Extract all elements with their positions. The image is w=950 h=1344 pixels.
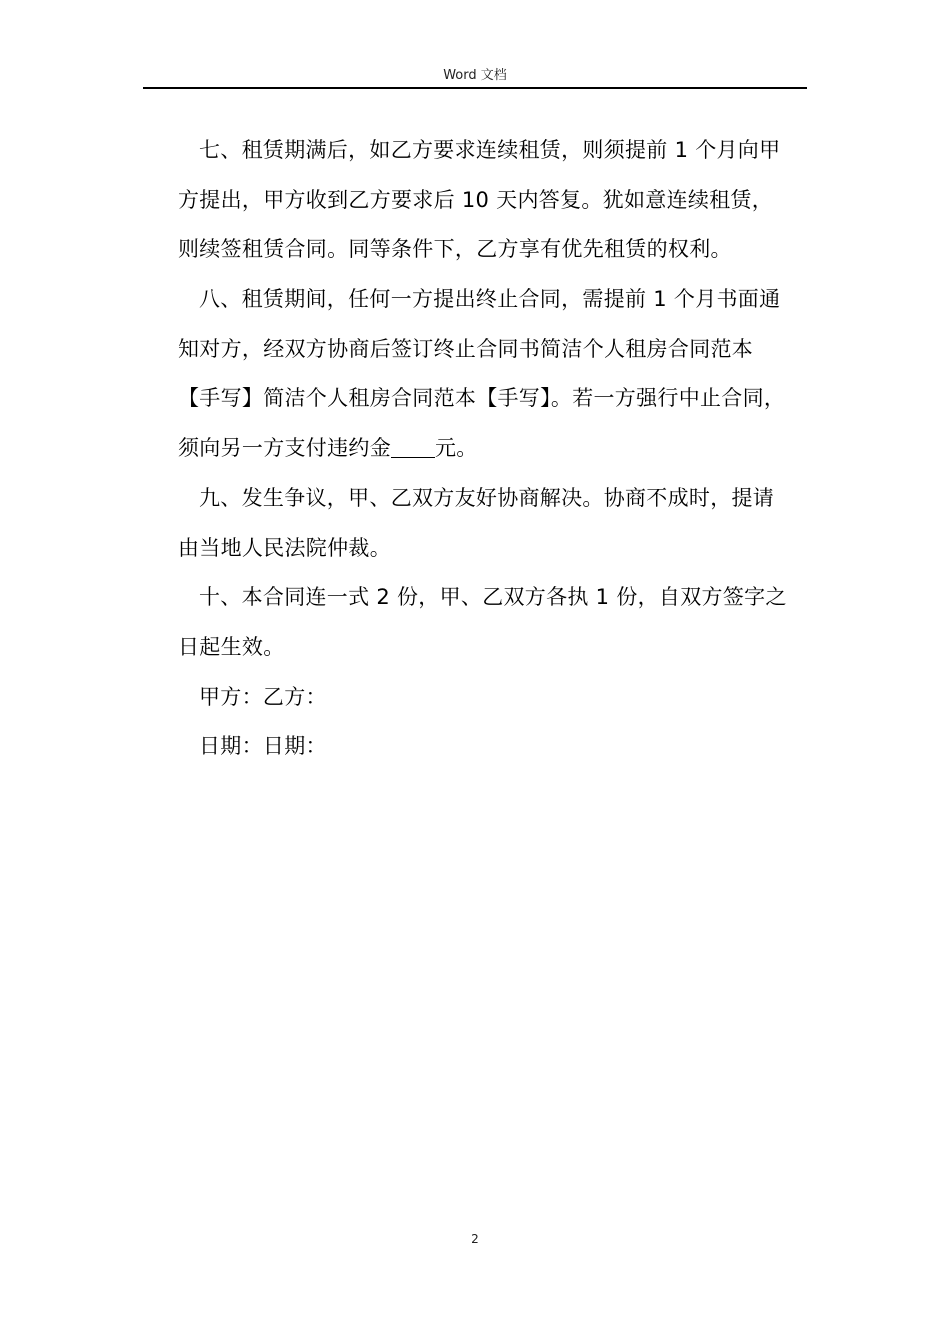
clause-8-line-3: 【手写】简洁个人租房合同范本【手写】。若一方强行中止合同， [178,386,786,411]
clause-10-line-2: 日起生效。 [178,634,285,659]
clause-10-line-1: 十、本合同连一式 2 份，甲、乙双方各执 1 份，自双方签字之 [199,585,787,610]
clause-7-line-3: 则续签租赁合同。同等条件下，乙方享有优先租赁的权利。 [178,237,732,262]
page-header-title: Word 文档 [443,68,507,83]
clause-8-line-1: 八、租赁期间，任何一方提出终止合同，需提前 1 个月书面通 [199,287,781,312]
penalty-amount-blank [391,437,435,458]
penalty-text: 须向另一方支付违约金 [178,436,391,461]
clause-8-line-2: 知对方，经双方协商后签订终止合同书简洁个人租房合同范本 [178,336,754,361]
clause-9-line-2: 由当地人民法院仲裁。 [178,535,391,560]
document-body [178,126,808,772]
signature-parties: 甲方：乙方： [199,684,327,709]
clause-8-line-4 [178,424,808,474]
clause-7-line-1: 七、租赁期满后，如乙方要求连续租赁，则须提前 1 个月向甲 [199,138,781,162]
clause-9-line-1: 九、发生争议，甲、乙双方友好协商解决。协商不成时，提请 [199,485,775,510]
signature-dates: 日期：日期： [199,734,327,759]
header-divider [143,87,807,89]
penalty-unit: 元。 [435,436,478,461]
page-number: 2 [471,1232,479,1246]
clause-7-line-2: 方提出，甲方收到乙方要求后 10 天内答复。犹如意连续租赁， [178,187,774,212]
